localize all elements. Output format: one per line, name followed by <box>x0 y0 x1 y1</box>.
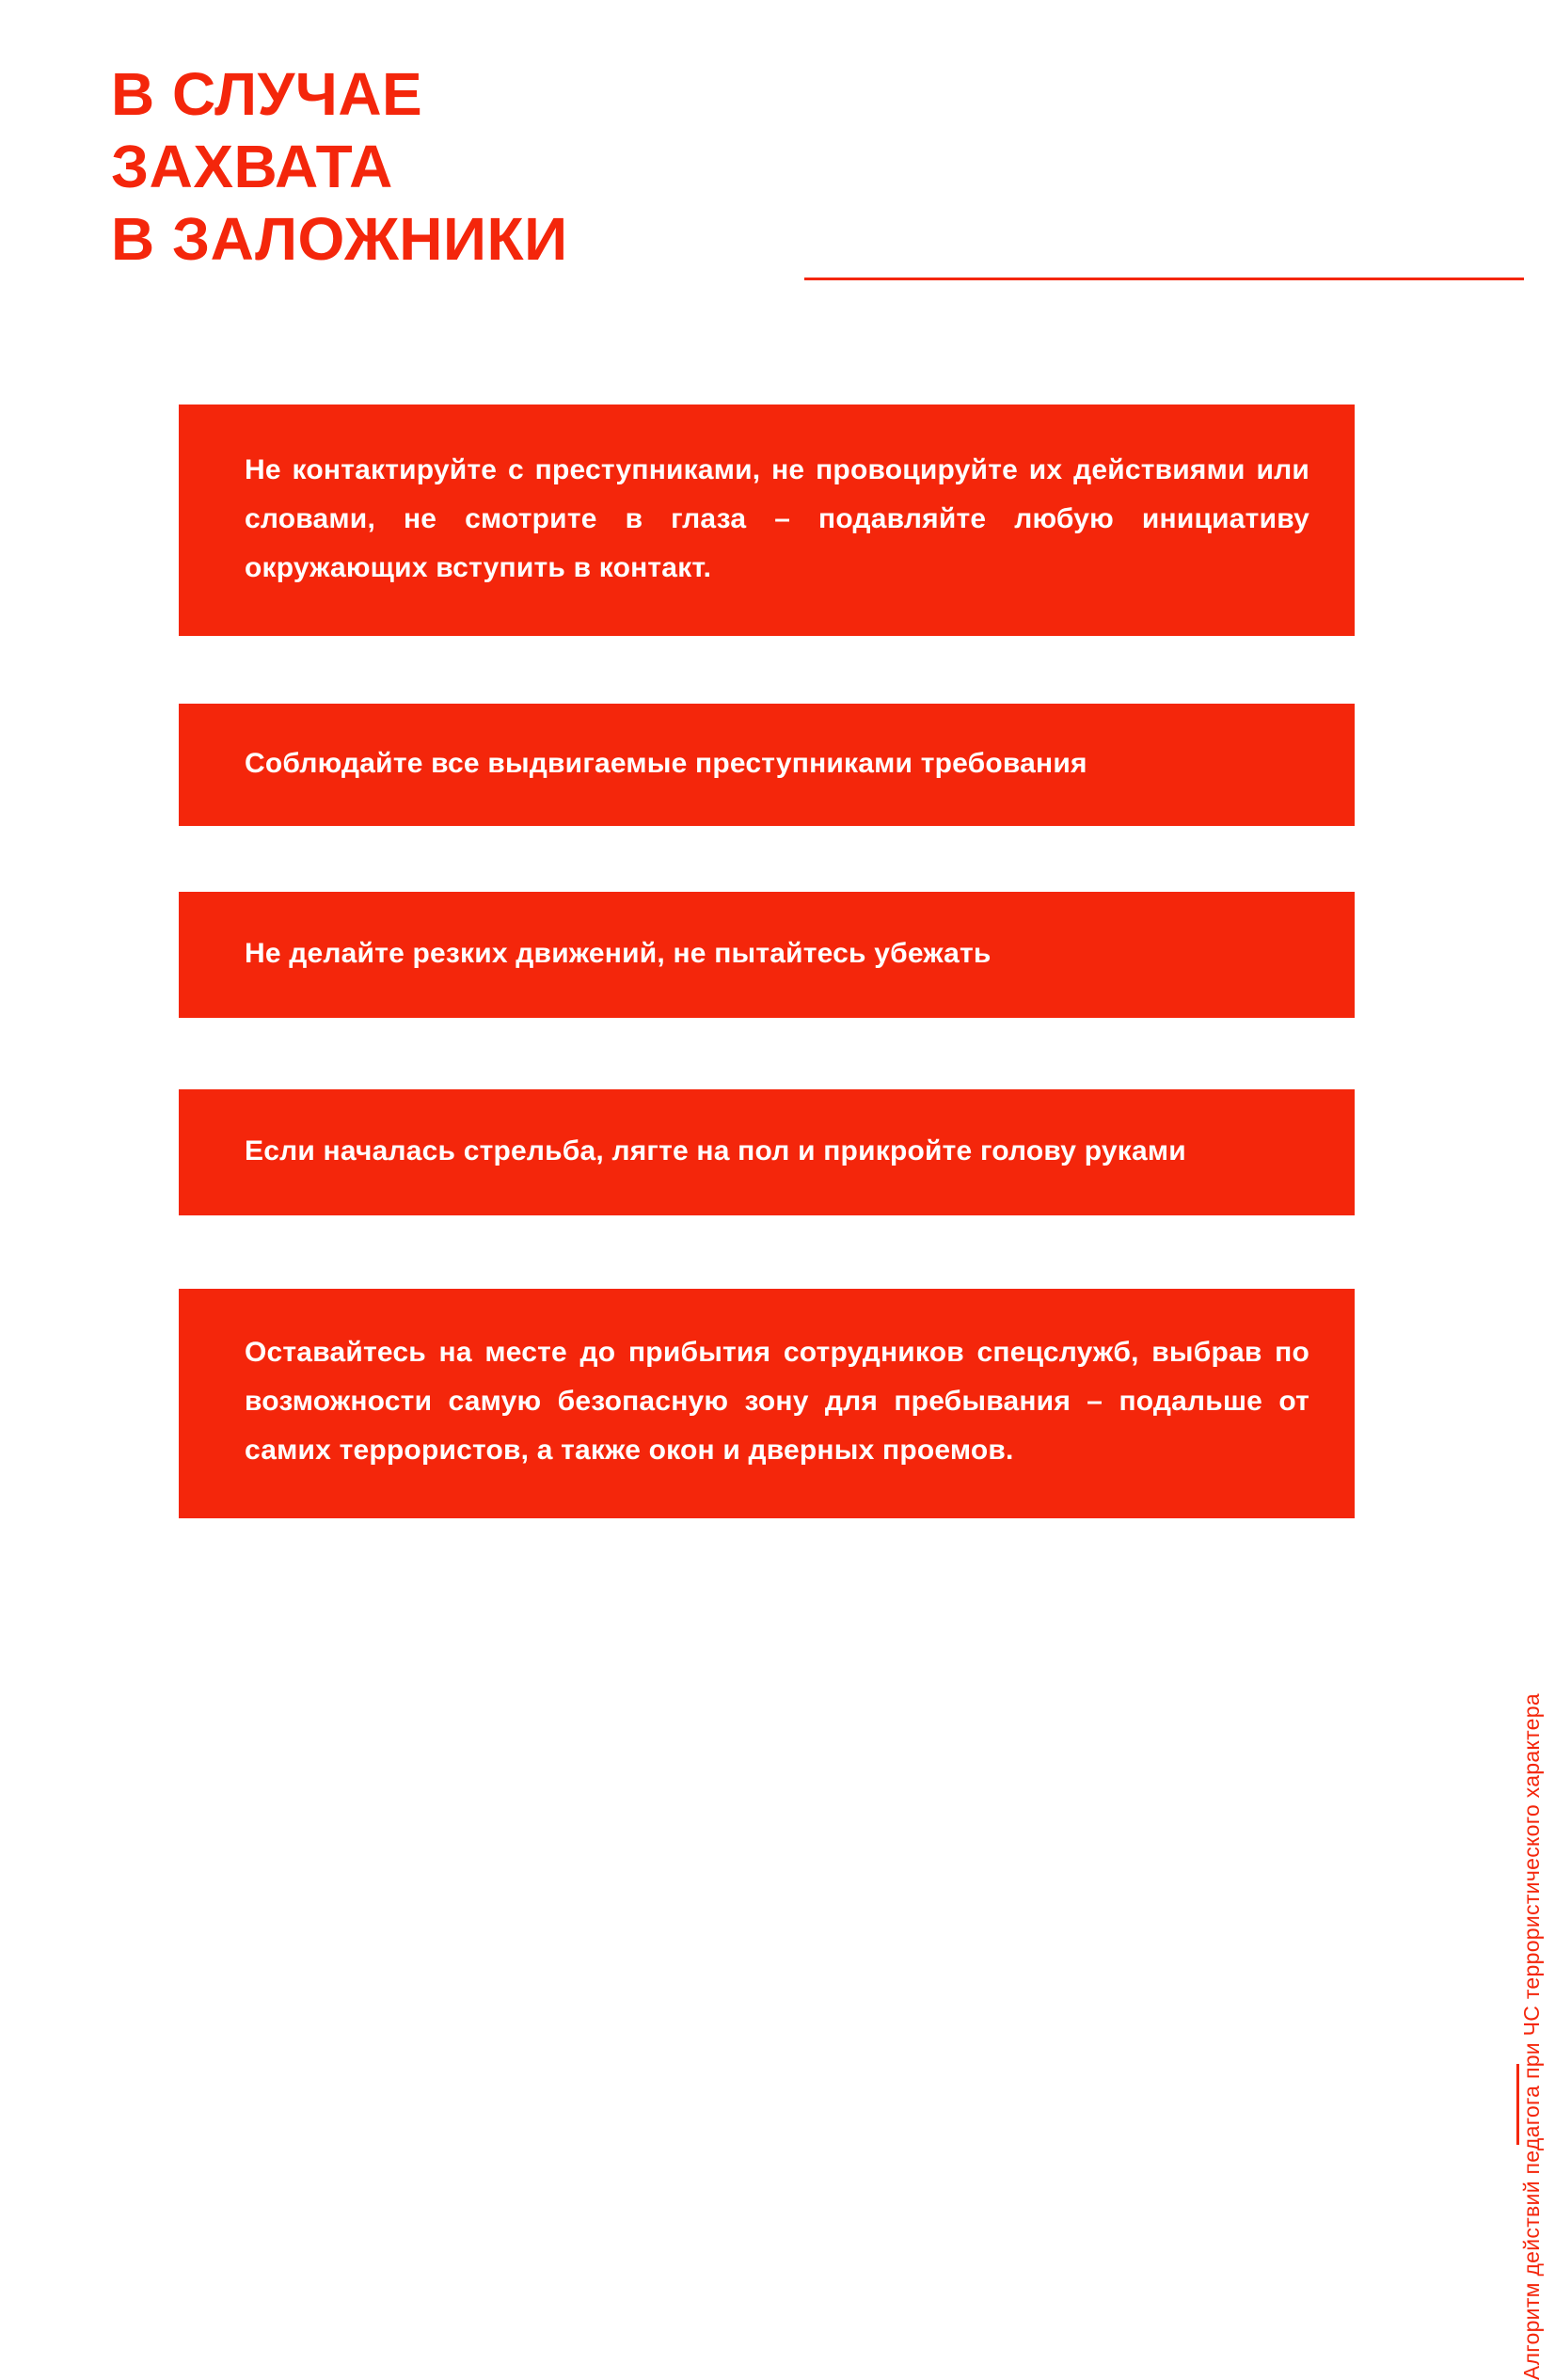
instruction-card-text: Не делайте резких движений, не пытайтесь убежать <box>245 938 992 969</box>
instruction-card-text: Оставайтесь на месте до прибытия сотрудников спецслужб, выбрав по возможности самую безопасную зону для пребывания – подальше от самих террористов, а также окон и дверных проемов. <box>245 1337 1309 1466</box>
title-divider <box>804 278 1524 280</box>
instruction-card-list <box>179 405 1355 1518</box>
page-title-line-2: ЗАХВАТА <box>111 133 393 200</box>
instruction-card-text: Не контактируйте с преступниками, не провоцируйте их действиями или словами, не смотрите в глаза – подавляйте любую инициативу окружающих вступить в контакт. <box>245 454 1309 583</box>
page-title-line-3: В ЗАЛОЖНИКИ <box>111 205 568 273</box>
page-title <box>111 58 958 276</box>
page-title-line-1: В СЛУЧАЕ <box>111 60 423 128</box>
side-caption: Алгоритм действий педагога при ЧС террористического характера <box>1519 1693 1544 2380</box>
side-caption-divider <box>1516 2064 1519 2145</box>
instruction-card <box>179 704 1355 826</box>
instruction-card <box>179 1289 1355 1518</box>
instruction-card <box>179 892 1355 1018</box>
instruction-card-text: Если началась стрельба, лягте на пол и прикройте голову руками <box>245 1135 1186 1166</box>
instruction-card <box>179 405 1355 636</box>
instruction-card-text: Соблюдайте все выдвигаемые преступниками требования <box>245 748 1087 779</box>
instruction-card <box>179 1089 1355 1215</box>
